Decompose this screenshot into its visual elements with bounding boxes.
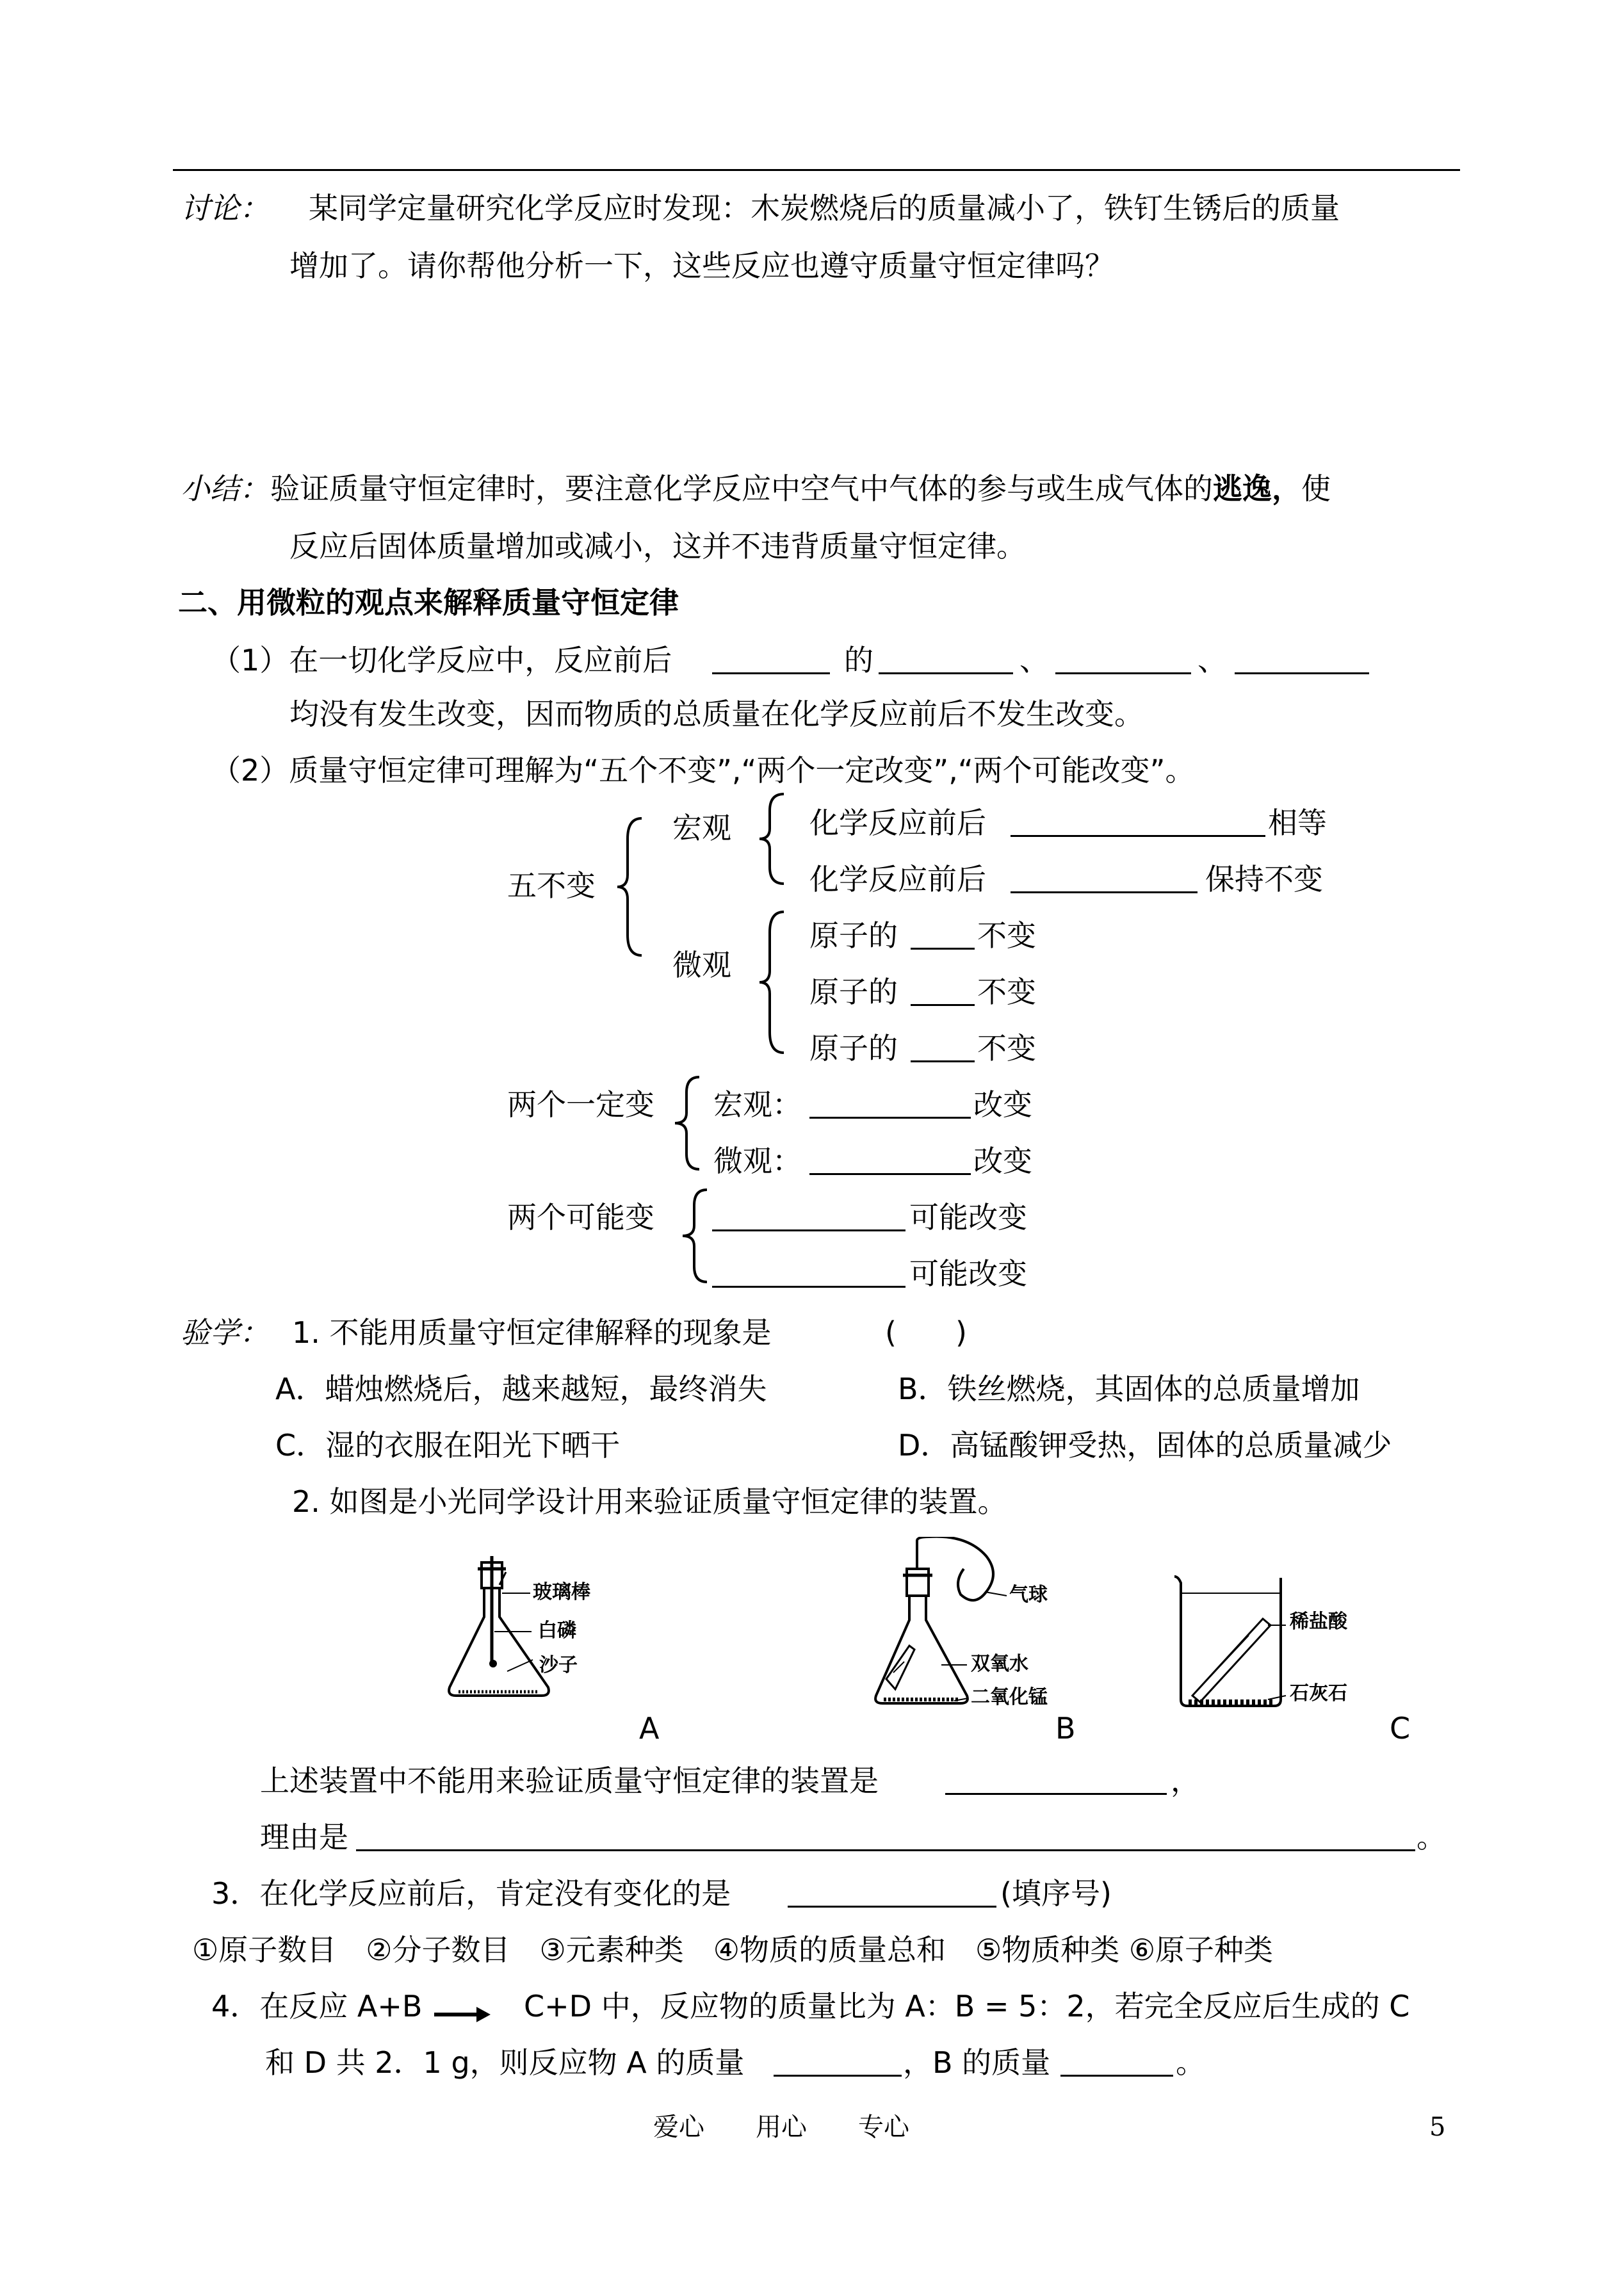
fig-a-label-3: 沙子 [539, 1654, 578, 1676]
macro-1b: 相等 [1268, 806, 1327, 840]
brace-may [681, 1186, 713, 1286]
summary-line1-text: 验证质量守恒定律时，要注意化学反应中空气中气体的参与或生成气体的 [270, 471, 1213, 506]
blank-p1-2[interactable] [879, 672, 1013, 674]
fig-c-label-2: 石灰石 [1290, 1682, 1347, 1705]
blank-macro-1[interactable] [1011, 835, 1265, 837]
micro-atom-3 [809, 1031, 898, 1066]
brace-micro [758, 908, 790, 1057]
blank-q3[interactable] [788, 1906, 996, 1908]
tree-macro: 宏观 [672, 811, 731, 845]
blank-q2-reason[interactable] [356, 1849, 1415, 1851]
may-change-2: 可能改变 [909, 1256, 1027, 1291]
must-micro: 微观： [713, 1144, 802, 1178]
section2-p1c: 、 [1019, 643, 1049, 677]
section2-p1a: （1）在一切化学反应中，反应前后 [211, 643, 672, 677]
micro-atom-2 [809, 977, 898, 1007]
must-micro-change: 改变 [973, 1144, 1032, 1178]
blank-macro-2[interactable] [1011, 891, 1198, 893]
blank-q4-a[interactable] [774, 2075, 902, 2077]
fig-b-label-2: 双氧水 [971, 1653, 1028, 1675]
summary-label: 小结： [181, 471, 269, 506]
blank-p1-1[interactable] [712, 672, 830, 674]
q1-option-c[interactable]: C．湿的衣服在阳光下晒干 [275, 1428, 621, 1463]
brace-must [674, 1073, 706, 1173]
must-macro: 宏观： [713, 1087, 802, 1122]
q2a-end: ， [1171, 1764, 1200, 1798]
summary-line2: 反应后固体质量增加或减小，这并不违背质量守恒定律。 [289, 529, 1026, 564]
page-number: 5 [1429, 2113, 1446, 2142]
blank-p1-4[interactable] [1235, 672, 1369, 674]
q3-end: (填序号) [1000, 1876, 1112, 1911]
atom-suffix-1: 不变 [977, 918, 1036, 953]
q1-option-d[interactable]: D．高锰酸钾受热，固体的总质量减少 [898, 1428, 1392, 1463]
q2-text: 2. 如图是小光同学设计用来验证质量守恒定律的装置。 [292, 1484, 1007, 1519]
summary-line1-end: 使 [1301, 471, 1331, 506]
blank-atom-2[interactable] [911, 1004, 975, 1006]
discussion-label: 讨论： [181, 191, 269, 225]
brace-macro [758, 790, 790, 888]
tree-two-may: 两个可能变 [507, 1200, 654, 1235]
fig-a-label-1: 玻璃棒 [533, 1581, 590, 1603]
q2b-text: 理由是 [260, 1820, 348, 1854]
q4-text-c: 和 D 共 2．1 g，则反应物 A 的质量 [265, 2045, 745, 2080]
blank-must-macro[interactable] [809, 1117, 971, 1119]
blank-may-1[interactable] [712, 1229, 905, 1231]
section2-p2: （2）质量守恒定律可理解为“五个不变”,“两个一定改变”,“两个可能改变”。 [211, 753, 1195, 788]
q1-paren[interactable]: ( ) [885, 1315, 967, 1350]
q2a-text: 上述装置中不能用来验证质量守恒定律的装置是 [260, 1764, 879, 1798]
q1-option-a[interactable]: A．蜡烛燃烧后，越来越短，最终消失 [275, 1372, 767, 1406]
fig-b-label-3: 二氧化锰 [971, 1686, 1048, 1708]
fig-c-tag: C [1390, 1711, 1411, 1746]
blank-may-2[interactable] [712, 1286, 905, 1288]
micro-atom-1 [809, 918, 898, 953]
tree-two-must: 两个一定变 [507, 1087, 654, 1122]
blank-q2-device[interactable] [945, 1793, 1167, 1795]
may-change-1: 可能改变 [909, 1200, 1027, 1235]
macro-2b: 保持不变 [1205, 862, 1323, 896]
reaction-arrow-icon [433, 2000, 492, 2026]
summary-emphasis: 逃逸， [1213, 471, 1301, 506]
fig-b-tag: B [1055, 1711, 1076, 1746]
q3-text: 3．在化学反应前后，肯定没有变化的是 [211, 1876, 731, 1911]
q4-text-e: 。 [1176, 2045, 1205, 2080]
q4-text-d: ，B 的质量 [903, 2045, 1051, 2080]
macro-2a: 化学反应前后 [809, 862, 986, 896]
fig-c-label-1: 稀盐酸 [1290, 1610, 1347, 1633]
header-rule [173, 169, 1460, 171]
must-macro-change: 改变 [973, 1087, 1032, 1122]
section2-p1e: 均没有发生改变，因而物质的总质量在化学反应前后不发生改变。 [289, 697, 1144, 731]
macro-1a: 化学反应前后 [809, 806, 986, 840]
atom-suffix-3: 不变 [977, 1031, 1036, 1066]
section2-p1b: 的 [844, 643, 873, 677]
discussion-line1: 某同学定量研究化学反应时发现：木炭燃烧后的质量减小了，铁钉生锈后的质量 [309, 191, 1340, 225]
fig-a-label-2: 白磷 [538, 1619, 576, 1642]
atom-prefix-2: 原子的 [809, 975, 898, 1009]
atom-prefix-3: 原子的 [809, 1031, 898, 1066]
summary-line1 [270, 471, 1331, 506]
q1-text: 1. 不能用质量守恒定律解释的现象是 [292, 1315, 772, 1350]
q2b-end: 。 [1417, 1820, 1446, 1854]
atom-suffix-2: 不变 [977, 975, 1036, 1009]
section2-p1d: 、 [1198, 643, 1227, 677]
tree-five: 五不变 [507, 868, 596, 903]
q3-options: ①原子数目 ②分子数目 ③元素种类 ④物质的质量总和 ⑤物质种类 ⑥原子种类 [192, 1933, 1274, 1967]
discussion-line2: 增加了。请你帮他分析一下，这些反应也遵守质量守恒定律吗？ [289, 248, 1114, 283]
q4-text-a: 4．在反应 A+B [211, 1989, 423, 2023]
section2-heading: 二、用微粒的观点来解释质量守恒定律 [178, 585, 679, 620]
blank-must-micro[interactable] [809, 1173, 971, 1175]
brace-five [616, 813, 648, 961]
q1-option-b[interactable]: B．铁丝燃烧，其固体的总质量增加 [898, 1372, 1360, 1406]
blank-p1-3[interactable] [1055, 672, 1191, 674]
fig-b-label-1: 气球 [1009, 1584, 1048, 1606]
tree-micro: 微观 [672, 948, 731, 982]
blank-atom-3[interactable] [911, 1060, 975, 1062]
fig-a-tag: A [639, 1711, 660, 1746]
q4-text-b: C+D 中，反应物的质量比为 A：B = 5：2，若完全反应后生成的 C [524, 1989, 1410, 2023]
blank-q4-b[interactable] [1060, 2075, 1173, 2077]
atom-prefix-1: 原子的 [809, 918, 898, 953]
practice-label: 验学： [181, 1315, 269, 1350]
footer-motto: 爱心 用心 专心 [653, 2113, 909, 2142]
blank-atom-1[interactable] [911, 948, 975, 950]
